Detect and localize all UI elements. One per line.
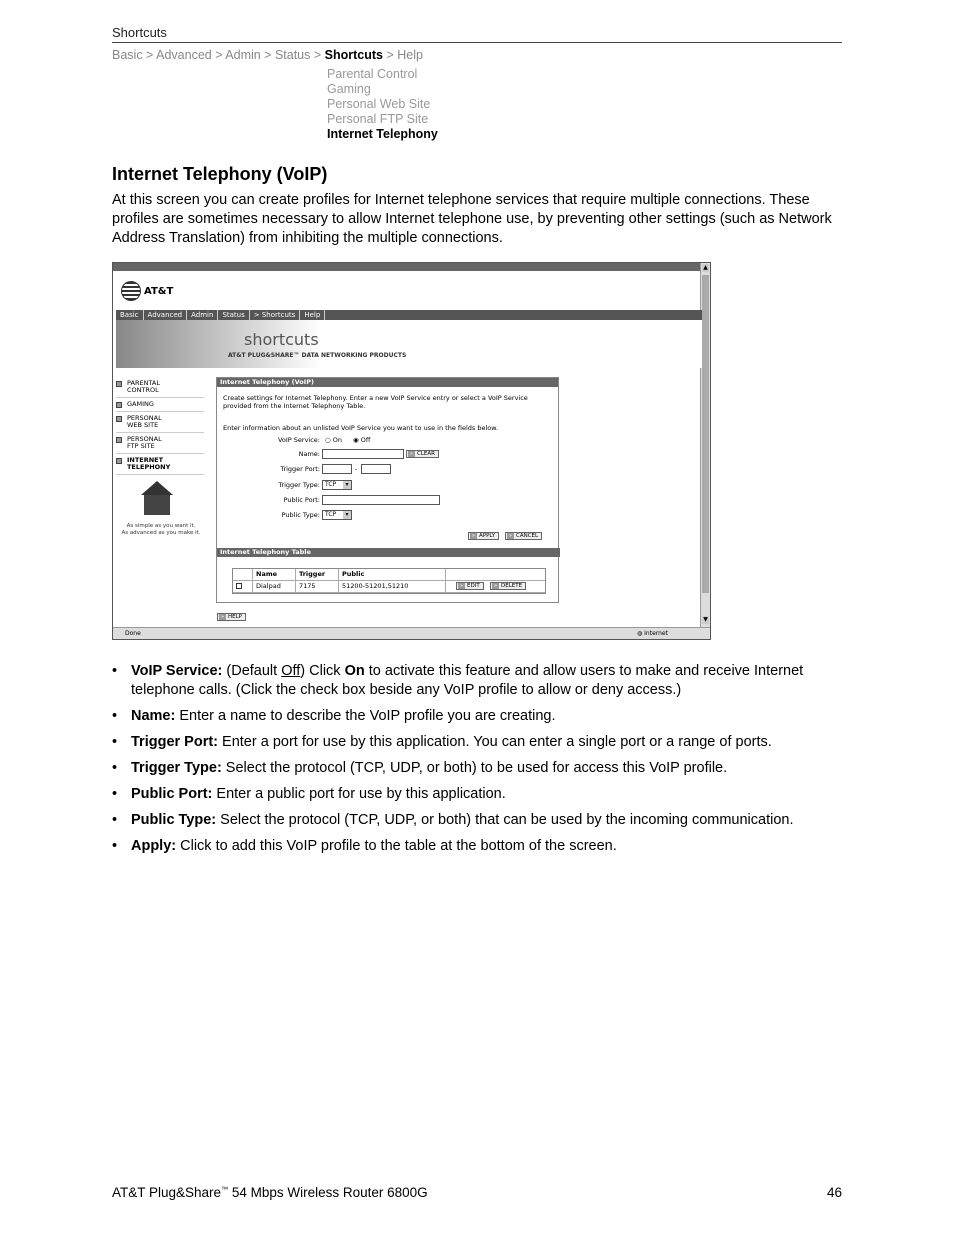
intro-paragraph: At this screen you can create profiles for Internet telephone services that require multiple connections. These profiles are sometimes necessary to allow Internet telephone use, by preventing other settings (such as Network Address Translation) from inhibiting the multiple connections. xyxy=(112,192,832,246)
page-footer xyxy=(112,1185,842,1200)
banner-title: shortcuts xyxy=(244,330,319,349)
trigger-port-start-input[interactable] xyxy=(322,464,352,474)
table-title: Internet Telephony Table xyxy=(217,548,560,557)
name-input[interactable] xyxy=(322,449,404,459)
breadcrumb xyxy=(112,48,423,62)
status-zone: ◍ Internet xyxy=(637,630,668,637)
list-item: • Public Port: Enter a public port for use by this application. xyxy=(112,785,842,804)
name-row: Name: » CLEAR xyxy=(217,449,560,461)
list-item: • VoIP Service: (Default Off) Click On to activate this feature and allow users to make and receive Internet telephone calls. (Click the check box beside any VoIP profile to allow or deny access.) xyxy=(112,662,842,700)
row-checkbox[interactable] xyxy=(236,583,242,589)
table-header-row: Name Trigger Public xyxy=(233,569,545,581)
help-button[interactable]: » HELP xyxy=(217,613,246,621)
submenu-item[interactable]: Personal FTP Site xyxy=(327,112,429,126)
tagline: As simple as you want it. As advanced as you make it. xyxy=(121,523,201,536)
leftnav-internet-telephony[interactable]: INTERNET TELEPHONY xyxy=(116,454,204,475)
public-port-input[interactable] xyxy=(322,495,440,505)
cancel-button[interactable]: » CANCEL xyxy=(505,532,542,540)
scroll-up-icon[interactable]: ▲ xyxy=(703,264,708,271)
nav-admin[interactable]: Admin xyxy=(187,310,218,320)
nav-shortcuts[interactable]: > Shortcuts xyxy=(250,310,301,320)
page-number: 46 xyxy=(826,1185,842,1200)
globe-icon xyxy=(121,281,141,301)
list-item: • Trigger Type: Select the protocol (TCP, UDP, or both) to be used for access this VoIP profile. xyxy=(112,759,842,778)
list-item: • Trigger Port: Enter a port for use by this application. You can enter a single port or a range of ports. xyxy=(112,733,842,752)
house-icon xyxy=(141,481,173,517)
bullet-icon xyxy=(116,458,122,464)
router-left-nav xyxy=(116,377,204,475)
field-descriptions xyxy=(112,662,842,863)
leftnav-gaming[interactable]: GAMING xyxy=(116,398,204,412)
leftnav-parental-control[interactable]: PARENTAL CONTROL xyxy=(116,377,204,398)
edit-button[interactable]: » EDIT xyxy=(456,582,484,590)
table-row: Dialpad 7175 51200-51201,51210 » EDIT » DELETE xyxy=(233,581,545,593)
router-nav-bar xyxy=(116,310,702,320)
clear-button[interactable]: » CLEAR xyxy=(406,450,439,458)
public-port-row: Public Port: xyxy=(217,495,560,507)
trigger-type-select[interactable]: TCP ▾ xyxy=(322,480,352,490)
bullet-icon xyxy=(116,381,122,387)
section-header: Shortcuts xyxy=(112,25,842,43)
public-type-row: Public Type: TCP ▾ xyxy=(217,510,560,522)
scroll-thumb[interactable] xyxy=(702,275,709,593)
att-logo: AT&T xyxy=(121,281,173,301)
submenu-item[interactable]: Parental Control xyxy=(327,67,418,81)
shortcut-submenu xyxy=(327,67,438,142)
shortcuts-banner xyxy=(116,320,702,368)
list-item: • Name: Enter a name to describe the VoIP profile you are creating. xyxy=(112,707,842,726)
bullet-icon xyxy=(116,416,122,422)
trigger-port-row: Trigger Port: - xyxy=(217,464,560,476)
window-top-bar xyxy=(113,263,703,271)
browser-status-bar xyxy=(113,627,711,639)
voip-table xyxy=(232,568,546,594)
radio-on[interactable]: ○ On xyxy=(325,436,342,444)
leftnav-personal-web-site[interactable]: PERSONAL WEB SITE xyxy=(116,412,204,433)
leftnav-personal-ftp-site[interactable]: PERSONAL FTP SITE xyxy=(116,433,204,454)
scroll-down-icon[interactable]: ▼ xyxy=(703,616,708,623)
router-screenshot xyxy=(112,262,711,640)
submenu-item[interactable]: Personal Web Site xyxy=(327,97,431,111)
voip-panel xyxy=(216,377,559,603)
nav-status[interactable]: Status xyxy=(218,310,249,320)
bullet-icon xyxy=(116,402,122,408)
breadcrumb-current: Shortcuts xyxy=(324,48,383,62)
trigger-port-end-input[interactable] xyxy=(361,464,391,474)
submenu-item[interactable]: Gaming xyxy=(327,82,371,96)
list-item: • Apply: Click to add this VoIP profile to the table at the bottom of the screen. xyxy=(112,837,842,856)
page-title: Internet Telephony (VoIP) xyxy=(112,164,328,184)
submenu-item-active: Internet Telephony xyxy=(327,127,438,141)
panel-title: Internet Telephony (VoIP) xyxy=(217,378,558,387)
nav-help[interactable]: Help xyxy=(300,310,325,320)
status-done: Done xyxy=(125,630,141,637)
nav-advanced[interactable]: Advanced xyxy=(144,310,188,320)
trigger-type-row: Trigger Type: TCP ▾ xyxy=(217,480,560,492)
panel-description: Create settings for Internet Telephony. Enter a new VoIP Service entry or select a VoIP Service provided from the Internet Telephony Table. xyxy=(223,394,528,410)
footer-product: AT&T Plug&Share™ 54 Mbps Wireless Router 6800G xyxy=(112,1185,428,1200)
bullet-icon xyxy=(116,437,122,443)
public-type-select[interactable]: TCP ▾ xyxy=(322,510,352,520)
voip-service-row: VoIP Service: ○ On ◉ Off xyxy=(277,436,371,444)
breadcrumb-suffix[interactable]: > Help xyxy=(382,48,423,62)
radio-off[interactable]: ◉ Off xyxy=(353,436,371,444)
panel-instructions: Enter information about an unlisted VoIP Service you want to use in the fields below. xyxy=(223,424,499,432)
nav-basic[interactable]: Basic xyxy=(116,310,144,320)
delete-button[interactable]: » DELETE xyxy=(490,582,526,590)
apply-button[interactable]: » APPLY xyxy=(468,532,499,540)
list-item: • Public Type: Select the protocol (TCP, UDP, or both) that can be used by the incoming communication. xyxy=(112,811,842,830)
banner-subtitle: AT&T PLUG&SHARE™ DATA NETWORKING PRODUCTS xyxy=(228,352,407,359)
breadcrumb-prefix[interactable]: Basic > Advanced > Admin > Status > xyxy=(112,48,325,62)
